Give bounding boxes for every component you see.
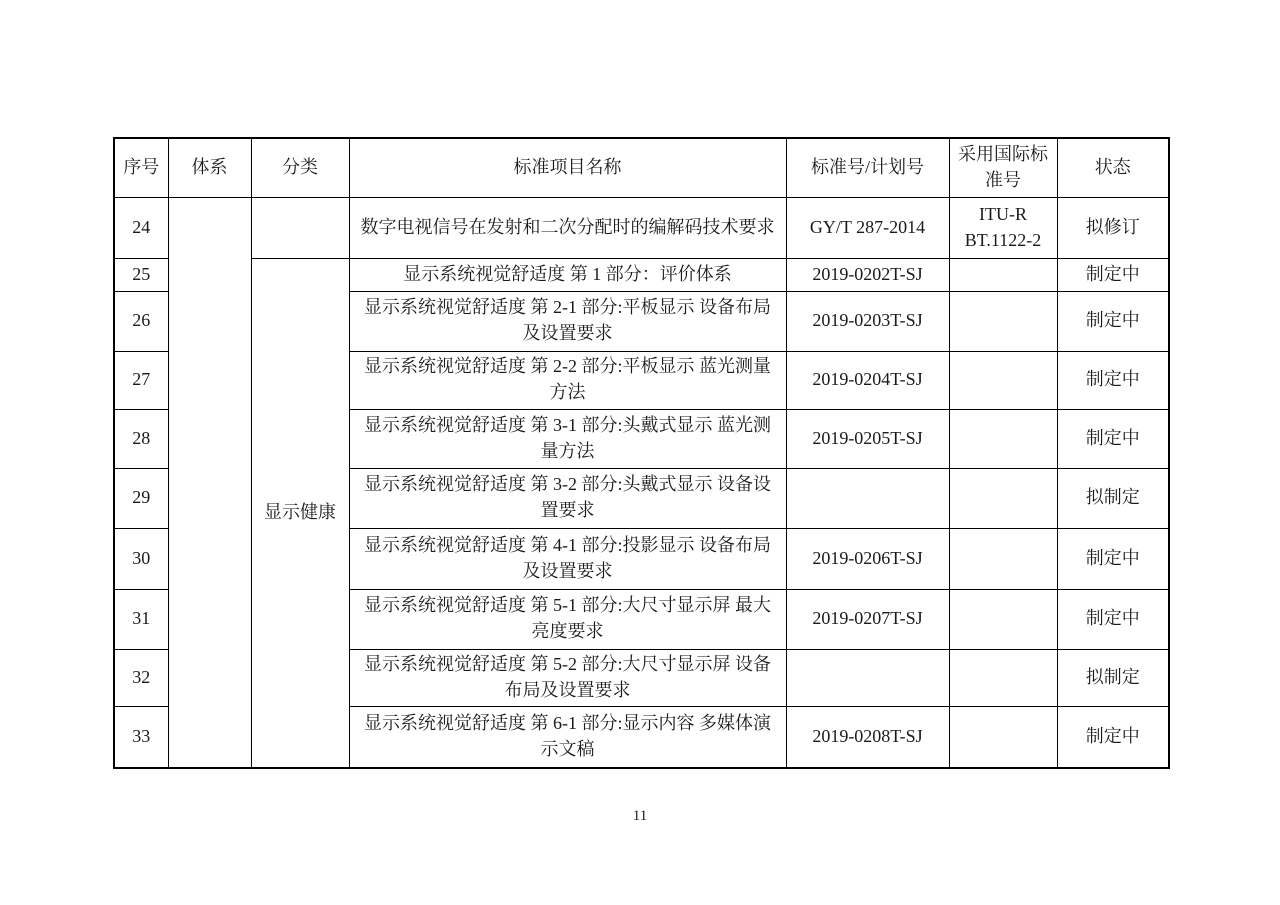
cell-category (251, 197, 349, 258)
cell-name: 数字电视信号在发射和二次分配时的编解码技术要求 (349, 197, 786, 258)
table-row (114, 258, 1169, 291)
cell-intl-std (949, 528, 1057, 589)
cell-name: 显示系统视觉舒适度 第 5-2 部分:大尺寸显示屏 设备布局及设置要求 (349, 649, 786, 706)
header-system: 体系 (168, 138, 251, 197)
cell-name: 显示系统视觉舒适度 第 4-1 部分:投影显示 设备布局及设置要求 (349, 528, 786, 589)
cell-status: 拟制定 (1057, 649, 1169, 706)
cell-std-no (786, 649, 949, 706)
cell-intl-std (949, 706, 1057, 768)
cell-std-no: 2019-0207T-SJ (786, 589, 949, 649)
cell-status: 制定中 (1057, 528, 1169, 589)
cell-intl-std: ITU-R BT.1122-2 (949, 197, 1057, 258)
cell-status: 制定中 (1057, 291, 1169, 351)
cell-no: 24 (114, 197, 168, 258)
header-no: 序号 (114, 138, 168, 197)
header-status: 状态 (1057, 138, 1169, 197)
cell-system-merged (168, 197, 251, 768)
cell-std-no: 2019-0203T-SJ (786, 291, 949, 351)
cell-intl-std (949, 589, 1057, 649)
cell-std-no: 2019-0204T-SJ (786, 351, 949, 409)
header-category: 分类 (251, 138, 349, 197)
cell-status: 制定中 (1057, 351, 1169, 409)
cell-intl-std (949, 649, 1057, 706)
cell-intl-std (949, 351, 1057, 409)
cell-status: 制定中 (1057, 706, 1169, 768)
cell-no: 27 (114, 351, 168, 409)
cell-no: 25 (114, 258, 168, 291)
cell-no: 32 (114, 649, 168, 706)
cell-name: 显示系统视觉舒适度 第 3-2 部分:头戴式显示 设备设置要求 (349, 468, 786, 528)
cell-name: 显示系统视觉舒适度 第 1 部分：评价体系 (349, 258, 786, 291)
header-name: 标准项目名称 (349, 138, 786, 197)
cell-name: 显示系统视觉舒适度 第 2-1 部分:平板显示 设备布局及设置要求 (349, 291, 786, 351)
table-header-row (114, 138, 1169, 197)
cell-std-no: 2019-0202T-SJ (786, 258, 949, 291)
cell-status: 制定中 (1057, 589, 1169, 649)
cell-no: 31 (114, 589, 168, 649)
standards-table (113, 137, 1170, 769)
cell-intl-std (949, 409, 1057, 468)
cell-no: 26 (114, 291, 168, 351)
cell-name: 显示系统视觉舒适度 第 5-1 部分:大尺寸显示屏 最大亮度要求 (349, 589, 786, 649)
cell-name: 显示系统视觉舒适度 第 2-2 部分:平板显示 蓝光测量方法 (349, 351, 786, 409)
cell-category-merged: 显示健康 (251, 258, 349, 768)
cell-no: 28 (114, 409, 168, 468)
header-intl-std: 采用国际标准号 (949, 138, 1057, 197)
cell-name: 显示系统视觉舒适度 第 3-1 部分:头戴式显示 蓝光测量方法 (349, 409, 786, 468)
cell-std-no: 2019-0205T-SJ (786, 409, 949, 468)
cell-intl-std (949, 258, 1057, 291)
page-number: 11 (632, 808, 648, 824)
cell-intl-std (949, 468, 1057, 528)
cell-std-no: GY/T 287-2014 (786, 197, 949, 258)
cell-name: 显示系统视觉舒适度 第 6-1 部分:显示内容 多媒体演示文稿 (349, 706, 786, 768)
cell-no: 29 (114, 468, 168, 528)
table-row (114, 197, 1169, 258)
cell-std-no: 2019-0206T-SJ (786, 528, 949, 589)
cell-status: 制定中 (1057, 409, 1169, 468)
cell-std-no: 2019-0208T-SJ (786, 706, 949, 768)
cell-status: 拟制定 (1057, 468, 1169, 528)
cell-no: 33 (114, 706, 168, 768)
cell-no: 30 (114, 528, 168, 589)
cell-status: 拟修订 (1057, 197, 1169, 258)
cell-status: 制定中 (1057, 258, 1169, 291)
cell-intl-std (949, 291, 1057, 351)
header-std-no: 标准号/计划号 (786, 138, 949, 197)
cell-std-no (786, 468, 949, 528)
